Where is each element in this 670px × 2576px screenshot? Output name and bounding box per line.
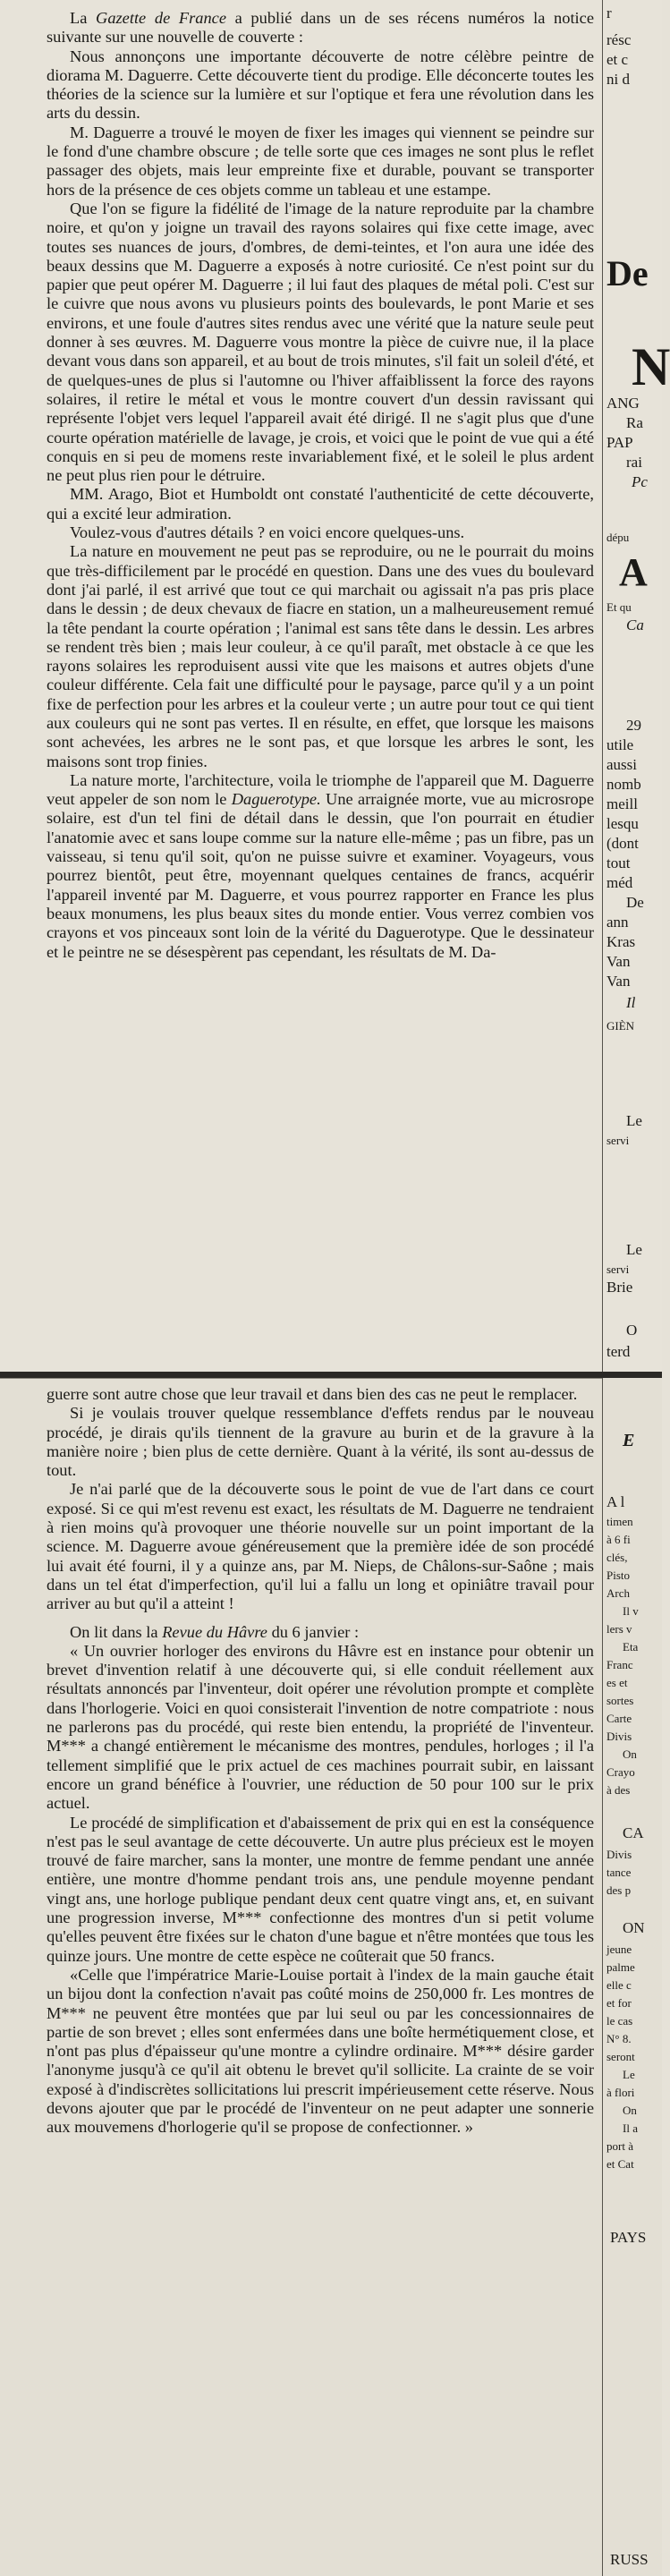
margin-fragment: à des [606, 1783, 631, 1797]
margin-fragment: Carte [606, 1712, 632, 1725]
margin-fragment: servi [606, 1262, 630, 1276]
margin-fragment: ann [606, 914, 629, 931]
margin-fragment: Crayo [606, 1765, 635, 1779]
margin-fragment: Pc [632, 473, 648, 490]
margin-fragment: méd [606, 874, 633, 891]
margin-fragment: Arch [606, 1586, 630, 1600]
adjacent-column-fragment [606, 1378, 662, 2576]
margin-fragment: GIÈN [606, 1019, 635, 1033]
margin-fragment: et Cat [606, 2157, 634, 2171]
margin-fragment: à 6 fi [606, 1533, 631, 1546]
margin-fragment: De [606, 253, 649, 293]
margin-fragment: et for [606, 1996, 632, 2010]
article-paragraph: La nature en mouvement ne peut pas se reproduire, ou ne le pourrait du moins que très-difficilement par le procédé en question. Dans une des vues du boulevard dont j'ai parlé, il est arrivé que tout ce qui marchait ou agissait n'a pas pris place dans le dessin ; de deux chevaux de fiacre en station, un a malheureusement remué la tête pendant la courte opération ; l'animal est sans tête dans le dessin. Les arbres se rendent très bien ; mais leur couleur, à ce qu'il paraît, met obstacle à ce que les rayons solaires les reproduisent aussi vite que les maisons et autres objets d'une couleur différente. Cela fait une difficulté pour le paysage, parce qu'il y a un point fixe de perfection pour les arbres et la couleur verte ; un autre pour tout ce qui tient aux couleurs qui ne sont pas vertes. Il en résulte, en effet, que lorsque les maisons sont achevées, les arbres ne le sont pas, et que lorsque les arbres le sont, les maisons sont trop finies. [47, 542, 594, 770]
article-paragraph: Nous annonçons une importante découverte de notre célèbre peintre de diorama M. Daguerre. Cette découverte tient du prodige. Elle déconcerte toutes les théories de la science sur la lumière et sur l'optique et fera une révolution dans les arts du dessin. [47, 47, 594, 123]
margin-fragment: Le [626, 1241, 642, 1258]
margin-fragment: port à [606, 2139, 633, 2153]
margin-fragment: On [623, 2104, 637, 2117]
margin-fragment: ON [623, 1919, 645, 1936]
margin-fragment: N [632, 337, 670, 396]
margin-fragment: Brie [606, 1279, 633, 1296]
margin-fragment: palme [606, 1960, 635, 1974]
margin-fragment: E [623, 1431, 635, 1450]
margin-fragment: jeune [606, 1943, 632, 1956]
margin-fragment: Il v [623, 1604, 639, 1618]
margin-fragment: 29 [626, 717, 641, 734]
article-paragraph: «Celle que l'impératrice Marie-Louise portait à l'index de la main gauche était un bijou dont la confection n'avait pas coûté moins de 250,000 fr. Les montres de M*** ne peuvent être montées que par lui seul ou par les concessionnaires de partie de son brevet ; elles sont enfermées dans une boîte hermétiquement close, et n'ont pas plus d'épaisseur qu'une montre a cylindre ordinaire. M*** désire garder l'anonyme jusqu'à ce qu'il ait obtenu le brevet qu'il sollicite. La crainte de se voir exposé à d'indiscrètes sollicitations lui prescrit impérieusement cette réserve. Nous devons ajouter que par le procédé de l'inventeur on ne peut adapter une sonnerie aux mouvemens d'horlogerie qu'il se propose de confectionner. » [47, 1965, 594, 2137]
margin-fragment: De [626, 894, 644, 911]
margin-fragment: nomb [606, 776, 641, 793]
margin-fragment: dépu [606, 531, 630, 544]
margin-fragment: Ca [626, 616, 644, 633]
article-paragraph: Je n'ai parlé que de la découverte sous le point de vue de l'art dans ce court exposé. Si ce qui m'est revenu est exact, les résultats de M. Daguerre ne tendraient à rien moins qu'à provoquer une théorie nouvelle sur un point important de la science. M. Daguerre avoue généreusement que la première idée de son procédé lui avait été fourni, il y a quinze ans, par M. Nieps, de Châlons-sur-Saône ; mais dans un tel état d'imperfection, qu'il lui a fallu un long et opiniâtre travail pour arriver au but qu'il a atteint ! [47, 1480, 594, 1613]
margin-fragment: Il [626, 994, 636, 1011]
article-paragraph: La Gazette de France a publié dans un de ses récens numéros la notice suivante sur une nouvelle de couverte : [47, 9, 594, 47]
margin-fragment: Divis [606, 1848, 632, 1861]
article-paragraph: Le procédé de simplification et d'abaissement de prix qui en est la conséquence n'est pas le seul avantage de cette découverte. Un autre plus précieux est le moyen trouvé de faire marcher, sans la monter, une montre de femme pendant une année entière, une montre d'homme pendant trois ans, une pendule moyenne pendant vingt ans, une horloge publique pendant deux cent quatre vingt ans, et, en suivant une progression inverse, M*** confectionne des montres d'un si petit volume qu'elles peuvent être fixées sur le chaton d'une bague et n'être montées que tous les quinze jours. Une montre de cette espèce ne coûterait que 50 francs. [47, 1813, 594, 1965]
article-daguerre [47, 9, 594, 962]
article-paragraph: « Un ouvrier horloger des environs du Hâvre est en instance pour obtenir un brevet d'invention relatif à une découverte qui, si elle conduit réellement aux résultats annoncés par l'inventeur, doit opérer une révolution prompte et complète dans l'horlogerie. Voici en quoi consisterait l'invention de notre compatriote : nous ne parlerons pas du procédé, qui reste bien entendu, la propriété de l'inventeur. M*** a changé entièrement le mécanisme des montres, pendules, horloges ; il l'a tellement simplifié que le prix actuel de ces machines pourrait subir, en laissant encore un grand bénéfice à l'ouvrier, une réduction de 50 pour 100 sur le prix actuel. [47, 1641, 594, 1813]
margin-fragment: Pisto [606, 1569, 631, 1582]
article-paragraph: MM. Arago, Biot et Humboldt ont constaté l'authenticité de cette découverte, qui a excité leur admiration. [47, 485, 594, 523]
adjacent-column-fragment [606, 0, 670, 1372]
margin-fragment: aussi [606, 756, 637, 773]
article-paragraph: Si je voulais trouver quelque ressemblance d'effets rendus par le nouveau procédé, je dirais qu'ils tiennent de la gravure au burin et de la gravure à la manière noire ; bien plus de cette dernière. Quant à la vérité, ils sont au-dessus de tout. [47, 1404, 594, 1480]
margin-fragment: résc [606, 31, 632, 48]
margin-fragment: Van [606, 973, 631, 990]
margin-fragment: Van [606, 953, 631, 970]
margin-fragment: (dont [606, 835, 639, 852]
margin-fragment: meill [606, 795, 638, 812]
margin-fragment: timen [606, 1515, 633, 1528]
margin-fragment: à flori [606, 2086, 635, 2099]
margin-fragment: A l [606, 1493, 625, 1510]
article-continuation [47, 1385, 594, 2138]
horizontal-rule [0, 1378, 602, 1379]
margin-fragment: tout [606, 854, 631, 871]
margin-fragment: N° 8. [606, 2032, 632, 2045]
margin-fragment: tance [606, 1866, 632, 1879]
margin-fragment: O [626, 1322, 638, 1339]
article-paragraph: guerre sont autre chose que leur travail et dans bien des cas ne peut le remplacer. [47, 1385, 578, 1403]
margin-fragment: des p [606, 1883, 632, 1897]
clipping-separator [0, 1372, 662, 1378]
margin-fragment: Il a [623, 2121, 638, 2135]
margin-fragment: Le [626, 1112, 642, 1129]
margin-fragment: ANG [606, 395, 640, 412]
margin-fragment: Divis [606, 1730, 632, 1743]
article-paragraph: M. Daguerre a trouvé le moyen de fixer les images qui viennent se peindre sur le fond d'une chambre obscure ; de telle sorte que ces images ne sont plus le reflet passager des objets, mais leur empreinte fixe et durable, pouvant se transporter hors de la présence de ces objets comme un tableau et une estampe. [47, 123, 594, 199]
margin-fragment: et c [606, 51, 629, 68]
article-paragraph: La nature morte, l'architecture, voila le triomphe de l'appareil que M. Daguerre veut appeler de son nom le Daguerotype. Une arraignée morte, vue au microsrope solaire, est d'un tel fini de détail dans le dessin, que l'on pourrait en étudier l'anatomie avec et sans loupe comme sur la nature elle-même ; pas un fibre, pas un vaisseau, si tenu qu'il soit, qu'on ne puisse suivre et examiner. Voyageurs, vous pourrez bientôt, peut être, moyennant quelques centaines de francs, acquérir l'appareil inventé par M. Daguerre, et vous pourrez rapporter en France les plus beaux monumens, les plus beaux sites du monde entier. Vous verrez combien vos crayons et vos pinceaux sont loin de la vérité du Daguerotype. Que le dessinateur et le peintre ne se désespèrent pas cependant, les résultats de M. Da- [47, 770, 594, 961]
margin-fragment: servi [606, 1134, 630, 1147]
margin-fragment: ni d [606, 71, 630, 88]
margin-fragment: Kras [606, 933, 636, 950]
article-paragraph: Que l'on se figure la fidélité de l'image de la nature reproduite par la chambre noire, et qu'on y joigne un travail des rayons solaires qui fixe cette image, avec toutes ses nuances de jours, d'ombres, de demi-teintes, et l'on aura une idée des beaux dessins que M. Daguerre a exposés à notre curiosité. Ce n'est point sur du papier que peut opérer M. Daguerre ; il lui faut des plaques de métal poli. C'est sur le cuivre que nous avons vu plusieurs points des boulevards, le pont Marie et ses environs, et une foule d'autres sites rendus avec une vérité que la nature seule peut donner à ses œuvres. M. Daguerre vous montre la pièce de cuivre nue, il la place devant vous dans son appareil, et au bout de trois minutes, s'il fait un soleil d'été, et de quelques-unes de plus si l'automne ou l'hiver affaiblissent la force des rayons solaires, il retire le métal et vous le montre couvert d'un dessin ravissant qui représente l'objet vers lequel l'appareil avait été dirigé. Il ne s'agit plus que d'une courte opération matérielle de lavage, je crois, et voici que le point de vue qui a été conquis en si peu de momens reste invariablement fixé, et le soleil le plus ardent ne peut plus rien pour le détruire. [47, 199, 594, 485]
margin-fragment: Eta [623, 1640, 639, 1654]
margin-fragment: r [606, 4, 612, 21]
margin-fragment: CA [623, 1824, 644, 1841]
margin-fragment: sortes [606, 1694, 634, 1707]
column-rule [602, 0, 603, 1372]
margin-fragment: Franc [606, 1658, 633, 1671]
margin-fragment: elle c [606, 1978, 632, 1992]
margin-fragment: PAP [606, 434, 633, 451]
margin-fragment: clés, [606, 1551, 628, 1564]
margin-fragment: rai [626, 454, 642, 471]
margin-fragment: On [623, 1747, 637, 1761]
margin-fragment: terd [606, 1343, 631, 1360]
newspaper-clipping-bottom [0, 1378, 662, 2576]
article-paragraph: On lit dans la Revue du Hâvre du 6 janvier : [70, 1622, 360, 1641]
article-paragraph: Voulez-vous d'autres détails ? en voici encore quelques-uns. [70, 523, 465, 542]
margin-fragment: le cas [606, 2014, 633, 2028]
margin-fragment: RUSS [610, 2551, 649, 2568]
margin-fragment: PAYS [610, 2229, 647, 2246]
column-rule [602, 1378, 603, 2576]
margin-fragment: es et [606, 1676, 628, 1689]
margin-fragment: seront [606, 2050, 635, 2063]
margin-fragment: lesqu [606, 815, 639, 832]
margin-fragment: A [619, 550, 648, 594]
margin-fragment: Le [623, 2068, 635, 2081]
margin-fragment: Et qu [606, 600, 632, 614]
margin-fragment: Ra [626, 414, 643, 431]
margin-fragment: utile [606, 736, 634, 753]
margin-fragment: lers v [606, 1622, 632, 1636]
